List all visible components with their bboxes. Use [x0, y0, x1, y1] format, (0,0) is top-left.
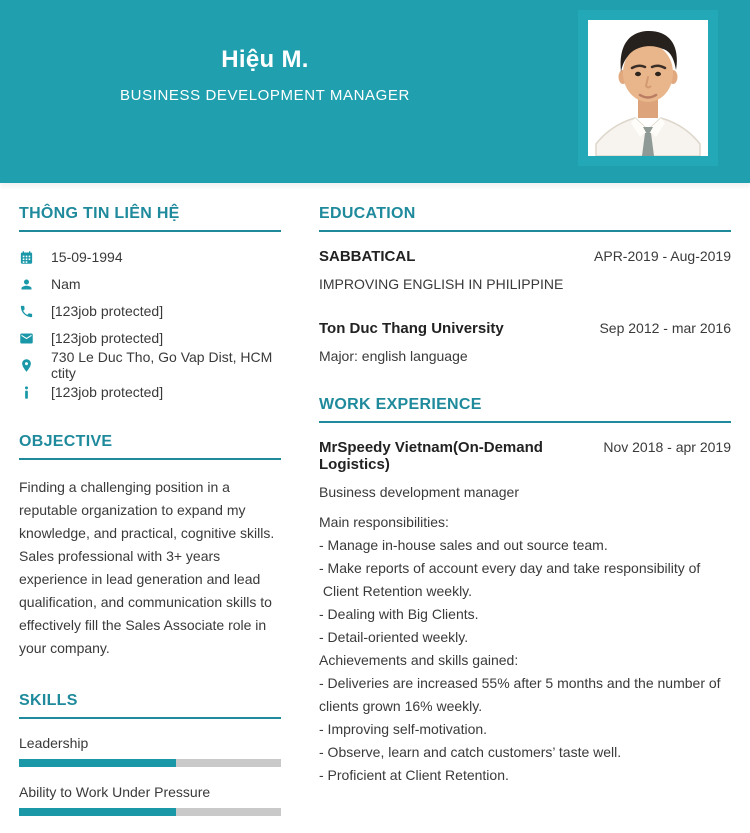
- contact-text: [123job protected]: [51, 330, 164, 346]
- education-subtitle: Major: english language: [319, 348, 468, 364]
- education-entry: [319, 248, 731, 292]
- education-title: Ton Duc Thang University: [319, 320, 504, 337]
- objective-text: Finding a challenging position in a reputable organization to expand my knowledge, and practical, cognitive skills. Sales professional with 3+ years experience in lead generation and lead qualification, and communication skills to effectively fill the Sales Associate role in your company.: [19, 479, 275, 656]
- person-icon: [19, 277, 34, 292]
- contact-text: 730 Le Duc Tho, Go Vap Dist, HCM ctity: [51, 349, 273, 381]
- left-column: [19, 205, 281, 833]
- person-name: Hiệu M.: [221, 46, 309, 73]
- email-icon: [19, 331, 34, 346]
- experience-entry: [319, 439, 731, 787]
- education-subtitle: IMPROVING ENGLISH IN PHILIPPINE: [319, 276, 564, 292]
- objective-section: [19, 433, 281, 660]
- contact-item-other: [19, 383, 281, 401]
- skill-item: [19, 735, 281, 767]
- education-entry-head: [319, 320, 731, 337]
- education-dates: Sep 2012 - mar 2016: [599, 320, 731, 336]
- contact-text: [123job protected]: [51, 384, 164, 400]
- experience-details: [319, 511, 731, 787]
- experience-detail-line: clients grown 16% weekly.: [319, 698, 483, 714]
- contact-section: [19, 205, 281, 401]
- info-icon: [19, 385, 34, 400]
- location-icon: [19, 358, 34, 373]
- experience-heading: WORK EXPERIENCE: [319, 396, 731, 423]
- education-title: SABBATICAL: [319, 248, 416, 265]
- experience-role: Business development manager: [319, 484, 520, 500]
- experience-entry-head: [319, 439, 731, 473]
- phone-icon: [19, 304, 34, 319]
- right-column: [319, 205, 731, 833]
- education-dates: APR-2019 - Aug-2019: [594, 248, 731, 264]
- objective-heading: OBJECTIVE: [19, 433, 281, 460]
- portrait-illustration: [588, 20, 708, 156]
- experience-detail-line: - Deliveries are increased 55% after 5 months and the number of: [319, 675, 721, 691]
- skill-name: Ability to Work Under Pressure: [19, 784, 211, 800]
- person-job-title: BUSINESS DEVELOPMENT MANAGER: [120, 87, 410, 104]
- skill-bar-fill: [19, 808, 176, 816]
- experience-detail-line: Main responsibilities:: [319, 514, 449, 530]
- profile-photo: [588, 20, 708, 156]
- calendar-icon: [19, 250, 34, 265]
- education-heading: EDUCATION: [319, 205, 731, 232]
- education-entry: [319, 320, 731, 364]
- experience-detail-line: - Proficient at Client Retention.: [319, 767, 509, 783]
- experience-dates: Nov 2018 - apr 2019: [603, 439, 731, 455]
- experience-detail-line: - Make reports of account every day and take responsibility of: [319, 560, 701, 576]
- experience-detail-line: Achievements and skills gained:: [319, 652, 519, 668]
- skill-bar: [19, 759, 281, 767]
- experience-company: MrSpeedy Vietnam(On-Demand Logistics): [319, 439, 543, 473]
- skill-item: [19, 784, 281, 816]
- resume-body: [0, 183, 750, 833]
- skill-bar: [19, 808, 281, 816]
- resume-header: [0, 0, 750, 183]
- experience-section: [319, 396, 731, 787]
- profile-photo-frame: [578, 10, 718, 166]
- experience-detail-line: Client Retention weekly.: [319, 583, 473, 599]
- contact-item-address: [19, 349, 281, 381]
- skills-section: [19, 692, 281, 816]
- skill-name: Leadership: [19, 735, 89, 751]
- contact-item-gender: [19, 275, 281, 293]
- contact-item-email: [19, 329, 281, 347]
- experience-detail-line: - Manage in-house sales and out source team.: [319, 537, 608, 553]
- education-entry-head: [319, 248, 731, 265]
- contact-text: Nam: [51, 276, 81, 292]
- experience-detail-line: - Detail-oriented weekly.: [319, 629, 469, 645]
- contact-item-birthdate: [19, 248, 281, 266]
- contact-heading: THÔNG TIN LIÊN HỆ: [19, 205, 281, 232]
- experience-detail-line: - Dealing with Big Clients.: [319, 606, 479, 622]
- skills-heading: SKILLS: [19, 692, 281, 719]
- header-text-block: [0, 0, 530, 104]
- skill-bar-fill: [19, 759, 176, 767]
- education-section: [319, 205, 731, 364]
- experience-detail-line: - Improving self-motivation.: [319, 721, 488, 737]
- contact-text: [123job protected]: [51, 303, 164, 319]
- contact-text: 15-09-1994: [51, 249, 123, 265]
- contact-item-phone: [19, 302, 281, 320]
- experience-detail-line: - Observe, learn and catch customers’ taste well.: [319, 744, 622, 760]
